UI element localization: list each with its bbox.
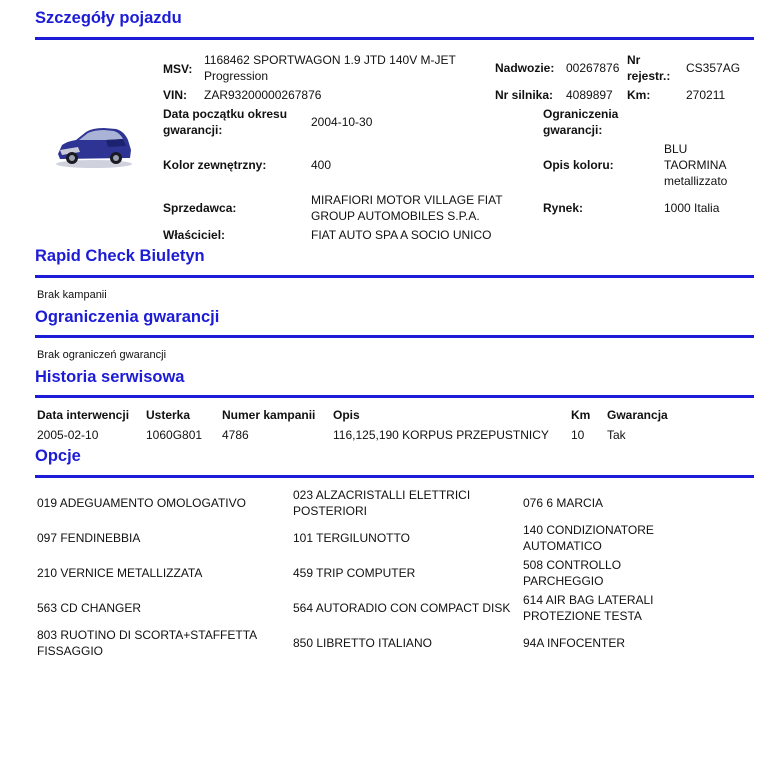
- option-item: 023 ALZACRISTALLI ELETTRICI POSTERIORI: [293, 488, 471, 518]
- section-divider: [35, 475, 754, 478]
- warranty-start-value: 2004-10-30: [311, 115, 373, 129]
- option-item: 564 AUTORADIO CON COMPACT DISK: [293, 601, 511, 615]
- registration-value: CS357AG: [686, 61, 741, 75]
- engine-label: Nr silnika:: [495, 88, 554, 102]
- registration-label-line1: Nr: [627, 53, 641, 67]
- section-divider: [35, 275, 754, 278]
- msv-value-line2: Progression: [204, 69, 269, 83]
- msv-value-line1: 1168462 SPORTWAGON 1.9 JTD 140V M-JET: [204, 53, 456, 67]
- market-label: Rynek:: [543, 201, 584, 215]
- option-item: 210 VERNICE METALLIZZATA: [37, 566, 203, 580]
- rapid-check-text: Brak kampanii: [37, 289, 107, 301]
- vin-value: ZAR93200000267876: [204, 88, 322, 102]
- column-header-warranty: Gwarancja: [607, 408, 668, 422]
- warranty-limit-label-line1: Ograniczenia: [543, 107, 619, 121]
- column-header-description: Opis: [333, 408, 360, 422]
- cell-fault: 1060G801: [146, 428, 203, 442]
- warranty-start-label-line2: gwarancji:: [163, 123, 223, 137]
- column-header-fault: Usterka: [146, 408, 191, 422]
- option-item: 803 RUOTINO DI SCORTA+STAFFETTA FISSAGGIO: [37, 628, 258, 658]
- column-header-km: Km: [571, 408, 591, 422]
- section-divider: [35, 37, 754, 40]
- column-header-campaign: Numer kampanii: [222, 408, 316, 422]
- section-divider: [35, 395, 754, 398]
- owner-value: FIAT AUTO SPA A SOCIO UNICO: [311, 228, 492, 242]
- section-divider: [35, 335, 754, 338]
- registration-label-line2: rejestr.:: [627, 69, 671, 83]
- body-label: Nadwozie:: [495, 61, 555, 75]
- seller-value-line2: GROUP AUTOMOBILES S.P.A.: [311, 209, 480, 223]
- option-item: 097 FENDINEBBIA: [37, 531, 141, 545]
- warranty-limits-text: Brak ograniczeń gwarancji: [37, 349, 167, 361]
- section-title-rapid-check: Rapid Check Biuletyn: [35, 247, 205, 265]
- km-label: Km:: [627, 88, 651, 102]
- cell-warranty: Tak: [607, 428, 626, 442]
- option-item: 101 TERGILUNOTTO: [293, 531, 410, 545]
- engine-value: 4089897: [566, 88, 613, 102]
- body-value: 00267876: [566, 61, 620, 75]
- seller-label: Sprzedawca:: [163, 201, 237, 215]
- section-title-warranty-limits: Ograniczenia gwarancji: [35, 308, 220, 326]
- option-item: 076 6 MARCIA: [523, 496, 604, 510]
- color-desc-line3: metallizzato: [664, 174, 728, 188]
- warranty-start-label-line1: Data początku okresu: [163, 107, 288, 121]
- vin-label: VIN:: [163, 88, 187, 102]
- option-item: 140 CONDIZIONATORE AUTOMATICO: [523, 523, 654, 553]
- cell-date: 2005-02-10: [37, 428, 99, 442]
- column-header-date: Data interwencji: [37, 408, 130, 422]
- option-item: 94A INFOCENTER: [523, 636, 626, 650]
- warranty-limit-label-line2: gwarancji:: [543, 123, 603, 137]
- km-value: 270211: [686, 88, 726, 102]
- color-desc-line1: BLU: [664, 142, 688, 156]
- option-item: 508 CONTROLLO PARCHEGGIO: [523, 558, 622, 588]
- car-image: [54, 120, 134, 170]
- option-item: 614 AIR BAG LATERALI PROTEZIONE TESTA: [523, 593, 654, 623]
- option-item: 850 LIBRETTO ITALIANO: [293, 636, 432, 650]
- cell-description: 116,125,190 KORPUS PRZEPUSTNICY: [333, 428, 549, 442]
- color-label: Kolor zewnętrzny:: [163, 158, 267, 172]
- section-title-options: Opcje: [35, 447, 81, 465]
- option-item: 019 ADEGUAMENTO OMOLOGATIVO: [37, 496, 246, 510]
- color-value: 400: [311, 158, 332, 172]
- cell-km: 10: [571, 428, 585, 442]
- option-item: 459 TRIP COMPUTER: [293, 566, 416, 580]
- color-desc-label: Opis koloru:: [543, 158, 614, 172]
- owner-label: Właściciel:: [163, 228, 226, 242]
- section-title-vehicle-details: Szczegóły pojazdu: [35, 9, 182, 27]
- section-title-service-history: Historia serwisowa: [35, 368, 185, 386]
- cell-campaign: 4786: [222, 428, 249, 442]
- msv-label: MSV:: [163, 62, 193, 76]
- seller-value-line1: MIRAFIORI MOTOR VILLAGE FIAT: [311, 193, 503, 207]
- option-item: 563 CD CHANGER: [37, 601, 142, 615]
- market-value: 1000 Italia: [664, 201, 720, 215]
- color-desc-line2: TAORMINA: [664, 158, 727, 172]
